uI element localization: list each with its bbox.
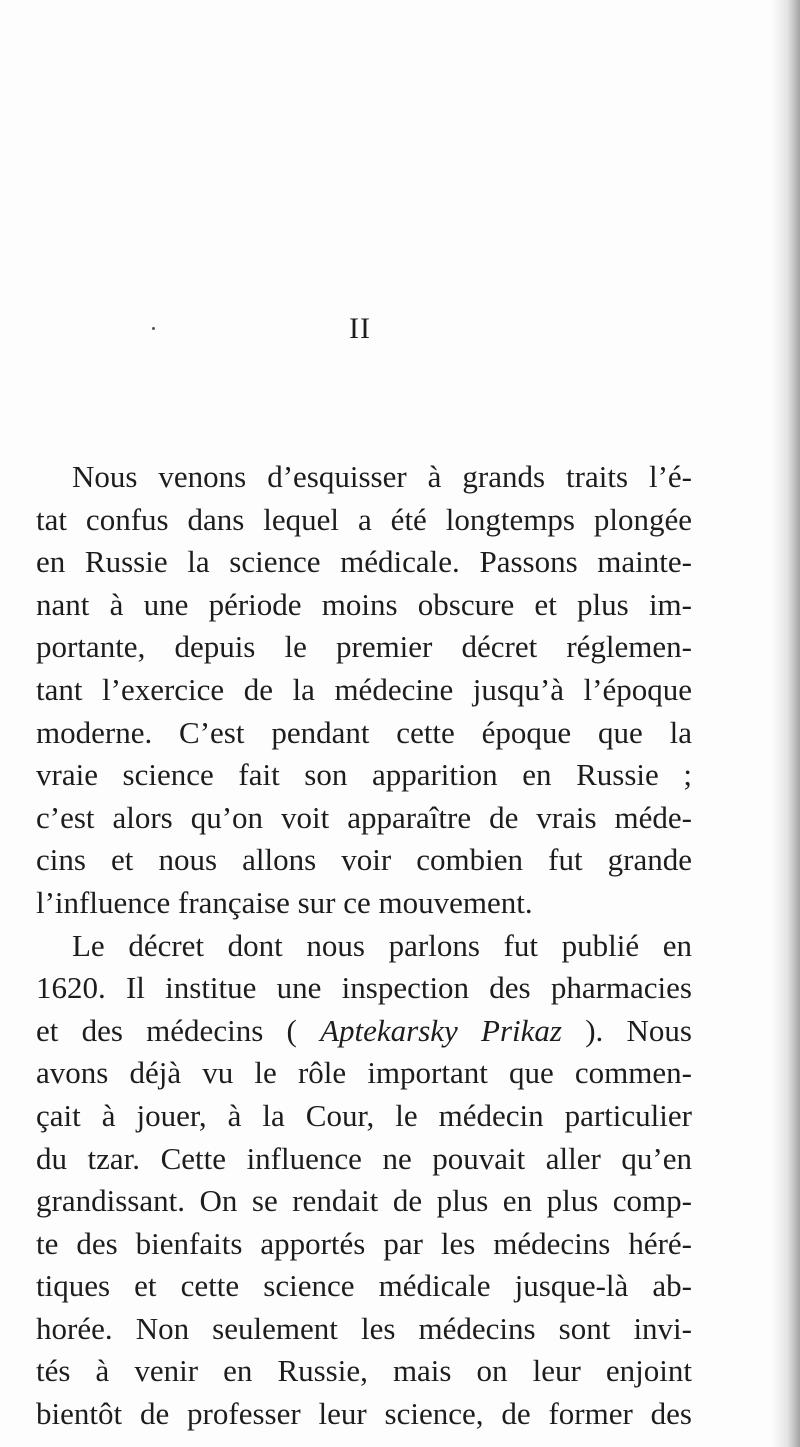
text-line: avons déjà vu le rôle important que commen-	[36, 1055, 692, 1091]
text-line: moderne. C’est pendant cette époque que la	[36, 714, 692, 750]
text-line: bientôt de professer leur science, de former des	[36, 1396, 692, 1432]
text-line: en Russie la science médicale. Passons mainte-	[36, 544, 692, 580]
body-text	[36, 456, 692, 1436]
text-line: tés à venir en Russie, mais on leur enjoint	[36, 1353, 692, 1389]
chapter-heading: II	[349, 312, 371, 345]
text-run: ). Nous	[561, 1012, 692, 1048]
text-line: çait à jouer, à la Cour, le médecin particulier	[36, 1097, 692, 1133]
text-line: Le décret dont nous parlons fut publié en	[72, 927, 692, 963]
text-line: Nous venons d’esquisser à grands traits l’é-	[72, 459, 692, 494]
text-line: horée. Non seulement les médecins sont invi-	[36, 1310, 692, 1346]
text-line: c’est alors qu’on voit apparaître de vrais méde-	[36, 799, 692, 835]
text-line: tant l’exercice de la médecine jusqu’à l’époque	[36, 671, 692, 707]
text-line: grandissant. On se rendait de plus en plus comp-	[36, 1183, 692, 1219]
text-run: et des médecins (	[36, 1012, 321, 1048]
text-line: vraie science fait son apparition en Russie ;	[36, 757, 692, 793]
text-line: nant à une période moins obscure et plus im-	[36, 586, 692, 622]
text-line	[36, 1010, 692, 1053]
text-line: l’influence française sur ce mouvement.	[36, 884, 533, 920]
text-line: cins et nous allons voir combien fut grande	[36, 842, 692, 878]
text-line: te des bienfaits apportés par les médecins héré-	[36, 1225, 692, 1261]
text-line: portante, depuis le premier décret réglemen-	[36, 629, 692, 665]
italic-term: Aptekarsky Prikaz	[320, 1012, 562, 1048]
text-line: 1620. Il institue une inspection des pharmacies	[36, 970, 692, 1006]
text-line: du tzar. Cette influence ne pouvait aller qu’en	[36, 1140, 692, 1176]
page-edge-shadow	[772, 0, 800, 1447]
text-line: tat confus dans lequel a été longtemps plongée	[36, 501, 692, 537]
text-line: tiques et cette science médicale jusque-là ab-	[36, 1268, 692, 1304]
